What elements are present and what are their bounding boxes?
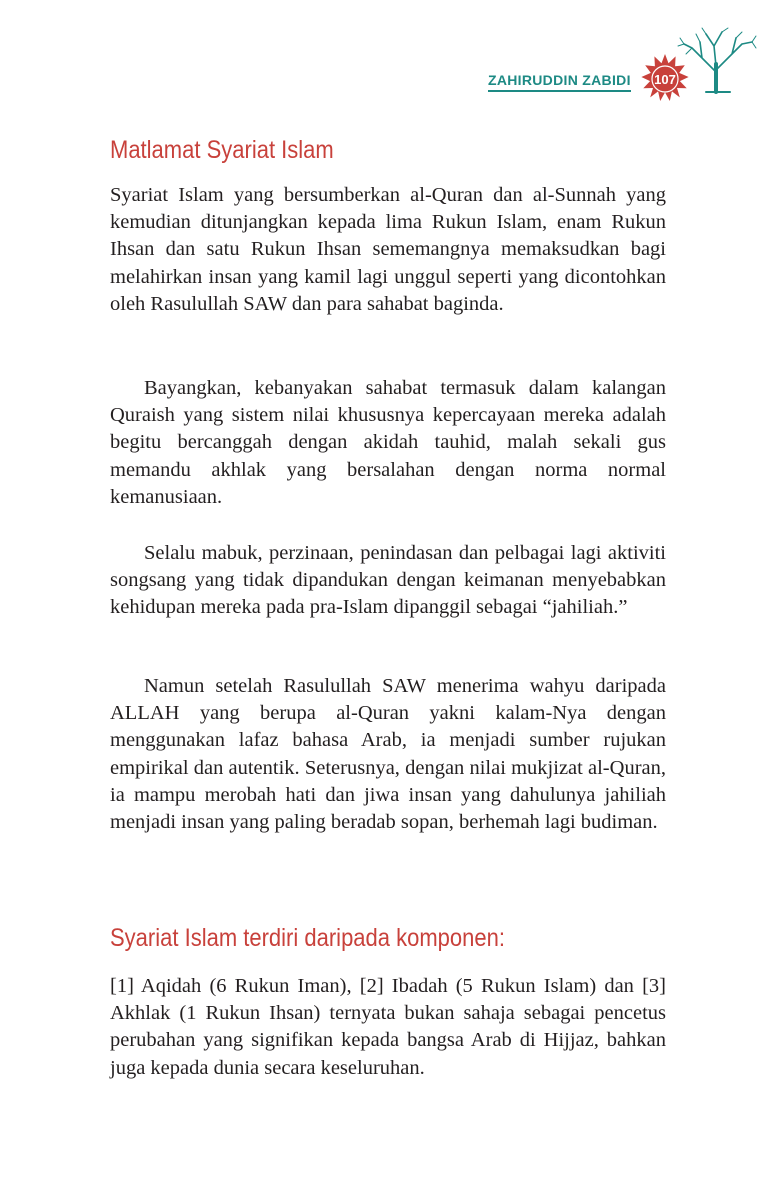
author-name: ZAHIRUDDIN ZABIDI [488,72,631,92]
running-header [488,72,631,92]
paragraph: [1] Aqidah (6 Rukun Iman), [2] Ibadah (5 Rukun Islam) dan [3] Akhlak (1 Rukun Ihsan) ternyata bukan sahaja sebagai pencetus perubahan yang signifikan kepada bangsa Arab di Hijjaz, bahkan juga kepada dunia secara keseluruhan. [110,975,666,1079]
paragraph: Namun setelah Rasulullah SAW menerima wahyu daripada ALLAH yang berupa al-Quran yakni kalam-Nya dengan menggunakan lafaz bahasa Arab, ia menjadi sumber rujukan empirikal dan autentik. Seterusnya, dengan nilai mukjizat al-Quran, ia mampu merobah hati dan jiwa insan yang dahulunya jahiliah menjadi insan yang paling beradab sopan, berhemah lagi budiman. [110,675,666,834]
paragraph: Selalu mabuk, perzinaan, penindasan dan pelbagai lagi aktiviti songsang yang tidak dipandukan dengan keimanan menyebabkan kehidupan mereka pada pra-Islam dipanggil sebagai “jahiliah.” [110,542,666,619]
paragraph: Bayangkan, kebanyakan sahabat termasuk dalam kalangan Quraish yang sistem nilai khususnya kepercayaan mereka adalah begitu bercanggah dengan akidah tauhid, malah sekali gus memandu akhlak yang bersalahan dengan norma normal kemanusiaan. [110,377,666,508]
section-heading: Syariat Islam terdiri daripada komponen: [110,924,505,952]
page-number: 107 [654,71,676,87]
paragraph: Syariat Islam yang bersumberkan al-Quran dan al-Sunnah yang kemudian ditunjangkan kepada lima Rukun Islam, enam Rukun Ihsan dan satu Rukun Ihsan sememangnya memaksudkan bagi melahirkan insan yang kamil lagi unggul seperti yang dicontohkan oleh Rasulullah SAW dan para sahabat baginda. [110,184,666,315]
section-heading: Matlamat Syariat Islam [110,136,334,164]
